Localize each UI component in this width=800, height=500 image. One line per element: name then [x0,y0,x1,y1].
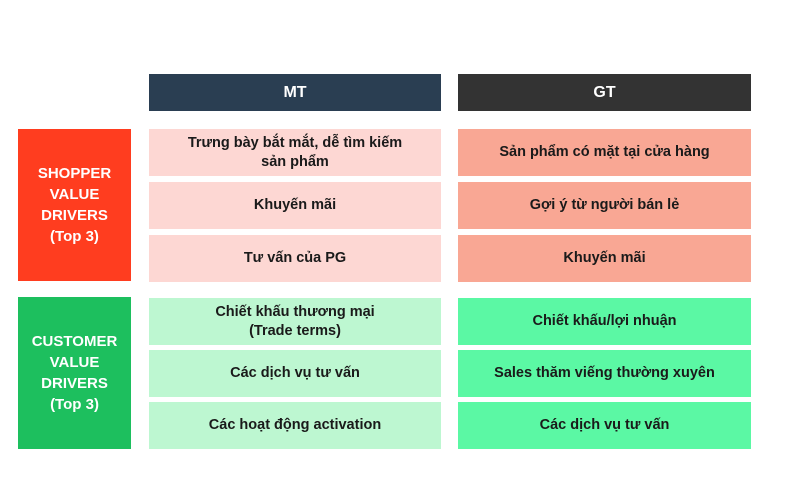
shopper-value-drivers-label: SHOPPER VALUE DRIVERS (Top 3) [18,129,131,281]
header-mt: MT [149,74,441,111]
shopper-mt-row-3: Tư vấn của PG [149,235,441,282]
customer-mt-row-2: Các dịch vụ tư vấn [149,350,441,397]
customer-gt-row-3: Các dịch vụ tư vấn [458,402,751,449]
customer-mt-row-1: Chiết khấu thương mại (Trade terms) [149,298,441,345]
shopper-gt-row-1: Sản phẩm có mặt tại cửa hàng [458,129,751,176]
customer-value-drivers-label: CUSTOMER VALUE DRIVERS (Top 3) [18,297,131,449]
customer-gt-row-2: Sales thăm viếng thường xuyên [458,350,751,397]
shopper-mt-row-1: Trưng bày bắt mắt, dễ tìm kiếm sản phẩm [149,129,441,176]
shopper-gt-row-2: Gợi ý từ người bán lẻ [458,182,751,229]
shopper-mt-row-2: Khuyến mãi [149,182,441,229]
customer-gt-row-1: Chiết khấu/lợi nhuận [458,298,751,345]
customer-mt-row-3: Các hoạt động activation [149,402,441,449]
header-gt: GT [458,74,751,111]
shopper-gt-row-3: Khuyến mãi [458,235,751,282]
